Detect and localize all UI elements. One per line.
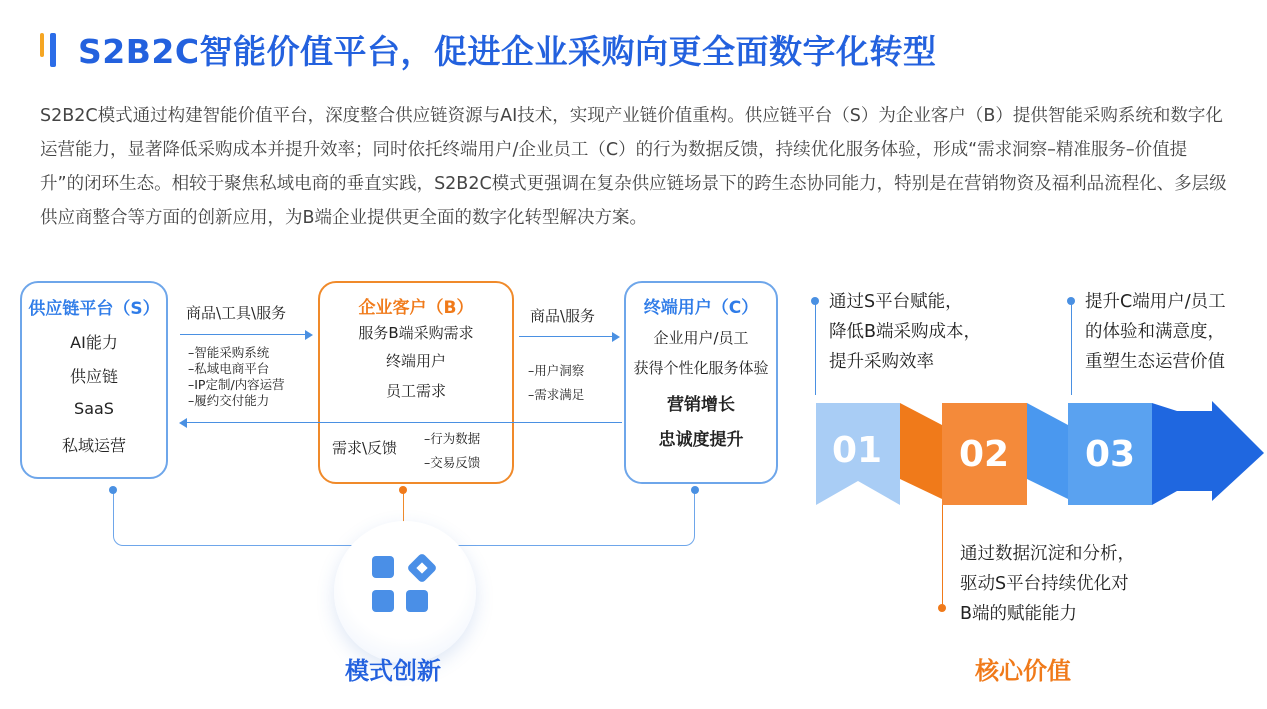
- supply-chain-title: 供应链平台（S）: [28, 299, 160, 319]
- core-value-label: 核心价值: [975, 657, 1071, 685]
- arrow-left-icon: [179, 418, 187, 428]
- step-connector-blue: [1027, 403, 1068, 499]
- arrow-bc-note: –用户洞察: [528, 363, 585, 378]
- terminal-user-title: 终端用户（C）: [643, 298, 759, 318]
- step-number: 03: [1085, 434, 1136, 475]
- terminal-highlight: 营销增长: [667, 395, 735, 415]
- step-number: 02: [959, 434, 1010, 475]
- connector-dot: [399, 486, 407, 494]
- feedback-arrow-line: [186, 422, 622, 423]
- model-innovation-label: 模式创新: [345, 657, 441, 685]
- enterprise-item: 终端用户: [385, 352, 446, 370]
- connector-dot: [109, 486, 117, 494]
- supply-item: SaaS: [74, 399, 114, 418]
- note-dot: [1067, 297, 1075, 305]
- arrow-right-icon: [1152, 401, 1264, 505]
- arrow-sb-note: –履约交付能力: [188, 393, 270, 408]
- terminal-item: 获得个性化服务体验: [633, 359, 769, 377]
- feedback-note: –行为数据: [424, 431, 481, 446]
- arrow-sb-note: –私域电商平台: [188, 361, 270, 376]
- terminal-highlight: 忠诚度提升: [658, 430, 744, 450]
- value-note-2: 通过数据沉淀和分析， 驱动S平台持续优化对 B端的赋能能力: [960, 544, 1135, 624]
- terminal-item: 企业用户/员工: [653, 329, 749, 347]
- feedback-note: –交易反馈: [424, 455, 481, 470]
- step-number: 01: [832, 430, 883, 471]
- value-note-3: 提升C端用户/员工 的体验和满意度， 重塑生态运营价值: [1085, 292, 1226, 372]
- arrow-right-icon: [305, 330, 313, 340]
- connector-dot: [691, 486, 699, 494]
- arrow-sb-note: –智能采购系统: [188, 345, 270, 360]
- step-connector-orange: [900, 403, 942, 499]
- note-line: [1071, 301, 1072, 395]
- supply-item: AI能力: [70, 333, 118, 352]
- note-dot: [938, 604, 946, 612]
- value-note-1: 通过S平台赋能， 降低B端采购成本， 提升采购效率: [829, 292, 982, 372]
- arrow-sb-line: [180, 334, 306, 335]
- note-line: [942, 505, 943, 608]
- enterprise-item: 服务B端采购需求: [358, 324, 474, 342]
- feedback-label: 需求\反馈: [332, 439, 398, 457]
- apps-grid-icon: [372, 556, 442, 626]
- intro-paragraph: S2B2C模式通过构建智能价值平台，深度整合供应链资源与AI技术，实现产业链价值重构。供应链平台（S）为企业客户（B）提供智能采购系统和数字化运营能力，显著降低采购成本并提升效率；同时依托终端用户/企业员工（C）的行为数据反馈，持续优化服务体验，形成“需求洞察–精准服务–价值提升”的闭环生态。相较于聚焦私域电商的垂直实践，S2B2C模式更强调在复杂供应链场景下的跨生态协同能力，特别是在营销物资及福利品流程化、多层级供应商整合等方面的创新应用，为B端企业提供更全面的数字化转型解决方案。: [40, 106, 1227, 228]
- arrow-bc-note: –需求满足: [528, 387, 585, 402]
- page-title: S2B2C智能价值平台，促进企业采购向更全面数字化转型: [78, 32, 937, 71]
- arrow-bc-line: [519, 336, 613, 337]
- arrow-sb-note: –IP定制/内容运营: [188, 377, 285, 392]
- title-accent-yellow: [40, 33, 44, 57]
- enterprise-title: 企业客户（B）: [358, 298, 474, 318]
- arrow-right-icon: [612, 332, 620, 342]
- note-dot: [811, 297, 819, 305]
- supply-item: 供应链: [69, 367, 118, 386]
- enterprise-item: 员工需求: [385, 382, 446, 400]
- supply-item: 私域运营: [61, 436, 126, 455]
- arrow-bc-label: 商品\服务: [530, 307, 596, 325]
- note-line: [815, 301, 816, 395]
- center-connector: [403, 491, 404, 523]
- arrow-sb-label: 商品\工具\服务: [186, 304, 287, 322]
- title-accent-blue: [50, 33, 56, 67]
